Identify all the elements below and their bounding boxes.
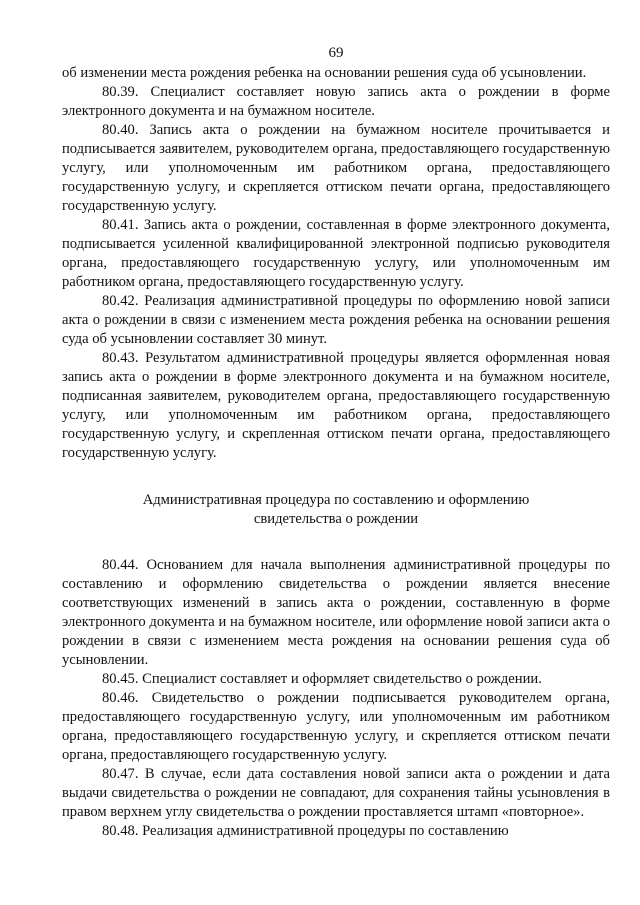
paragraph-80-47: 80.47. В случае, если дата составления новой записи акта о рождении и дата выдачи свидетельства о рождении не совпадают, для сохранения тайны усыновления в правом верхнем углу свидетельства о рождении проставляется штамп «повторное». — [62, 766, 610, 820]
spacer — [62, 529, 610, 556]
spacer — [62, 463, 610, 491]
section-heading-line-1: Административная процедура по составлению и оформлению — [142, 492, 530, 508]
paragraph-80-45: 80.45. Специалист составляет и оформляет свидетельство о рождении. — [102, 671, 542, 687]
paragraph-80-42: 80.42. Реализация административной процедуры по оформлению новой записи акта о рождении в связи с изменением места рождения ребенка на основании решения суда об усыновлении составляет 30 минут. — [62, 293, 610, 347]
paragraph-80-39: 80.39. Специалист составляет новую запись акта о рождении в форме электронного документа и на бумажном носителе. — [62, 84, 610, 119]
section-heading-line-2: свидетельства о рождении — [253, 511, 419, 527]
page-number: 69 — [328, 45, 344, 61]
paragraph-80-48: 80.48. Реализация административной процедуры по составлению — [102, 823, 509, 839]
paragraph-80-46: 80.46. Свидетельство о рождении подписывается руководителем органа, предоставляющего государственную услугу, или уполномоченным им работником органа, предоставляющего государственную услугу, и скрепляется оттиском печати органа, предоставляющего государственную услугу. — [62, 690, 610, 763]
paragraph-80-41: 80.41. Запись акта о рождении, составленная в форме электронного документа, подписывается усиленной квалифицированной электронной подписью руководителя органа, предоставляющего государственную услугу, или уполномоченным им работником органа, предоставляющего государственную услугу. — [62, 217, 610, 290]
paragraph-80-44: 80.44. Основанием для начала выполнения административной процедуры по составлению и оформлению свидетельства о рождении является внесение соответствующих изменений в запись акта о рождении, составленную в форме электронного документа и на бумажном носителе, или оформление новой записи акта о рождении в связи с изменением места рождения на основании решения суда об усыновлении. — [62, 557, 610, 668]
paragraph-continuation: об изменении места рождения ребенка на основании решения суда об усыновлении. — [62, 65, 587, 81]
paragraph-80-40: 80.40. Запись акта о рождении на бумажном носителе прочитывается и подписывается заявителем, руководителем органа, предоставляющего государственную услугу, или уполномоченным им работником органа, предоставляющего государственную услугу, и скрепляется оттиском печати органа, предоставляющего государственную услугу. — [62, 122, 610, 214]
paragraph-80-43: 80.43. Результатом административной процедуры является оформленная новая запись акта о рождении в форме электронного документа и на бумажном носителе, подписанная заявителем, руководителем органа, предоставляющего государственную услугу, или уполномоченным им работником органа, предоставляющего государственную услугу, и скрепленная оттиском печати органа, предоставляющего государственную услугу. — [62, 350, 610, 461]
